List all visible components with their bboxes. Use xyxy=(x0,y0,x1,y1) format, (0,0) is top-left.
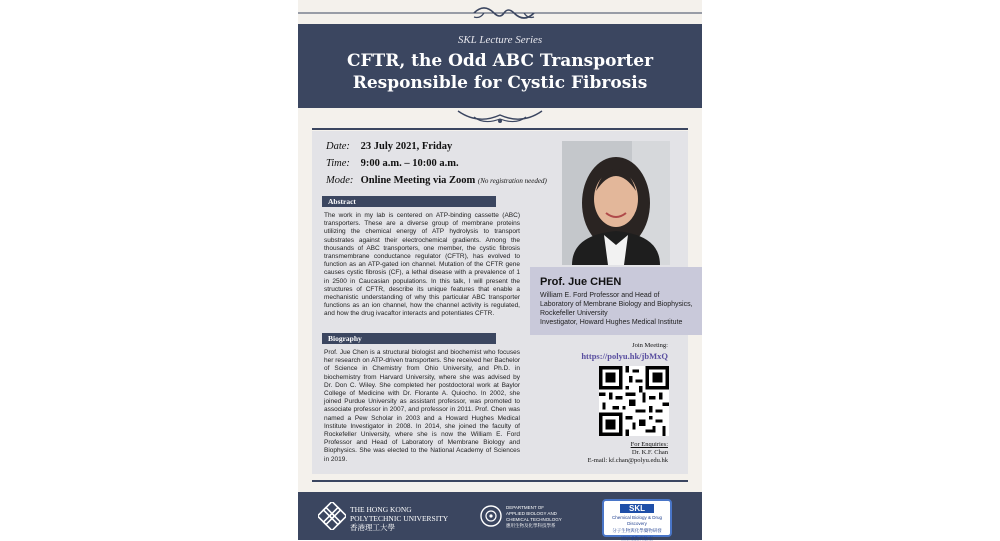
lecture-series-label: SKL Lecture Series xyxy=(298,34,702,46)
speaker-role-line-4: Investigator, Howard Hughes Medical Institute xyxy=(540,318,702,327)
date-row xyxy=(326,141,452,152)
mode-row xyxy=(326,175,547,186)
polyu-logo xyxy=(318,502,468,530)
meeting-link[interactable]: https://polyu.hk/jbMxQ xyxy=(581,351,668,361)
banner-ornament-icon xyxy=(298,107,702,129)
department-name-line-3: CHEMICAL TECHNOLOGY xyxy=(506,517,562,523)
abstract-heading: Abstract xyxy=(322,196,496,207)
department-name-line-1: DEPARTMENT OF xyxy=(506,505,562,511)
bottom-divider xyxy=(312,480,688,482)
enquiries-contact: Dr. K.F. Chan xyxy=(588,449,668,457)
skl-line-1: Chemical Biology & Drug Discovery xyxy=(604,515,670,526)
polyu-name xyxy=(350,505,448,532)
speaker-portrait-icon xyxy=(562,141,670,265)
footer-bar xyxy=(298,492,702,540)
qr-code-icon xyxy=(599,366,669,436)
department-name-line-4: 應用生物及化學科技學系 xyxy=(506,523,562,529)
lecture-title-line-1: CFTR, the Odd ABC Transporter xyxy=(298,50,702,72)
skl-logo xyxy=(602,499,672,537)
enquiries-block xyxy=(588,441,668,465)
polyu-name-line-1: THE HONG KONG xyxy=(350,505,448,514)
speaker-affiliation xyxy=(540,291,702,327)
date-value: 23 July 2021, Friday xyxy=(361,141,453,152)
top-divider xyxy=(312,128,688,130)
lecture-title-line-2: Responsible for Cystic Fibrosis xyxy=(298,72,702,94)
speaker-info-box xyxy=(530,267,702,335)
time-value: 9:00 a.m. – 10:00 a.m. xyxy=(361,158,459,169)
biography-heading: Biography xyxy=(322,333,496,344)
skl-line-3: 國家重點實驗室 xyxy=(604,536,670,541)
date-label: Date: xyxy=(326,141,358,152)
polyu-name-line-2: POLYTECHNIC UNIVERSITY xyxy=(350,514,448,523)
mode-value: Online Meeting via Zoom xyxy=(361,175,476,186)
join-meeting-label: Join Meeting: xyxy=(632,342,668,349)
biography-text: Prof. Jue Chen is a structural biologist and biochemist who focuses her research on ATP-driven transporters. She received her Bachelor of Science in Chemistry from Ohio University, and Ph.D. in biochemistry from Harvard University, where she was advised by Dr. Don C. Wiley. She completed her postdoctoral work at Baylor College of Medicine with Dr. Florante A. Quiocho. In 2002, she joined Purdue University as assistant professor, was promoted to associate professor in 2007, and professor in 2011. Prof. Chen was named a Pew Scholar in 2003 and a Howard Hughes Medical Institute Investigator in 2008. In 2014, she joined the faculty of Rockefeller University, where she is now the William E. Ford Professor and Head of Laboratory of Membrane Biology and Biophysics. She was elected to the National Academy of Sciences in 2019. xyxy=(324,349,520,464)
speaker-role-line-1: William E. Ford Professor and Head of xyxy=(540,291,702,300)
enquiries-label: For Enquiries: xyxy=(588,441,668,449)
speaker-name: Prof. Jue CHEN xyxy=(540,276,621,288)
mode-label: Mode: xyxy=(326,175,358,186)
abstract-text: The work in my lab is centered on ATP-binding cassette (ABC) transporters. These are a diverse group of membrane proteins utilizing the chemical energy of ATP hydrolysis to transport substrates against their electrochemical gradients. Among the thousands of ABC transporters, one member, the cystic fibrosis transmembrane conductance regulator (CFTR), has evolved to function as an ATP-gated ion channel. Mutation of the CFTR gene causes cystic fibrosis (CF), a lethal disease with a prevalence of 1 in 2500 in Caucasian populations. In this talk, I will present the structures of CFTR, describe its unique features that enable a mechanistic understanding of why this particular ABC transporter functions as an ion channel, how the channel activity is regulated, and how the drug ivacaftor interacts and potentiates CFTR. xyxy=(324,212,520,319)
skl-line-2: 分子生物與化學藥物研發 xyxy=(604,528,670,534)
meeting-qr-code[interactable] xyxy=(599,366,669,436)
department-name-line-2: APPLIED BIOLOGY AND xyxy=(506,511,562,517)
department-name xyxy=(506,505,562,529)
lecture-poster xyxy=(298,0,702,540)
polyu-emblem-icon xyxy=(318,502,346,530)
time-row xyxy=(326,158,459,169)
speaker-photo xyxy=(562,141,670,265)
mode-note: (No registration needed) xyxy=(478,177,547,185)
time-label: Time: xyxy=(326,158,358,169)
speaker-role-line-2: Laboratory of Membrane Biology and Biophysics, xyxy=(540,300,702,309)
title-banner xyxy=(298,24,702,108)
skl-abbr: SKL xyxy=(620,504,654,513)
department-logo xyxy=(480,502,590,530)
department-emblem-icon xyxy=(480,505,502,527)
enquiries-email[interactable]: E-mail: kf.chan@polyu.edu.hk xyxy=(588,457,668,465)
lecture-title xyxy=(298,50,702,94)
speaker-role-line-3: Rockefeller University xyxy=(540,309,702,318)
top-ornament-icon xyxy=(298,2,702,24)
polyu-name-line-3: 香港理工大學 xyxy=(350,523,448,532)
